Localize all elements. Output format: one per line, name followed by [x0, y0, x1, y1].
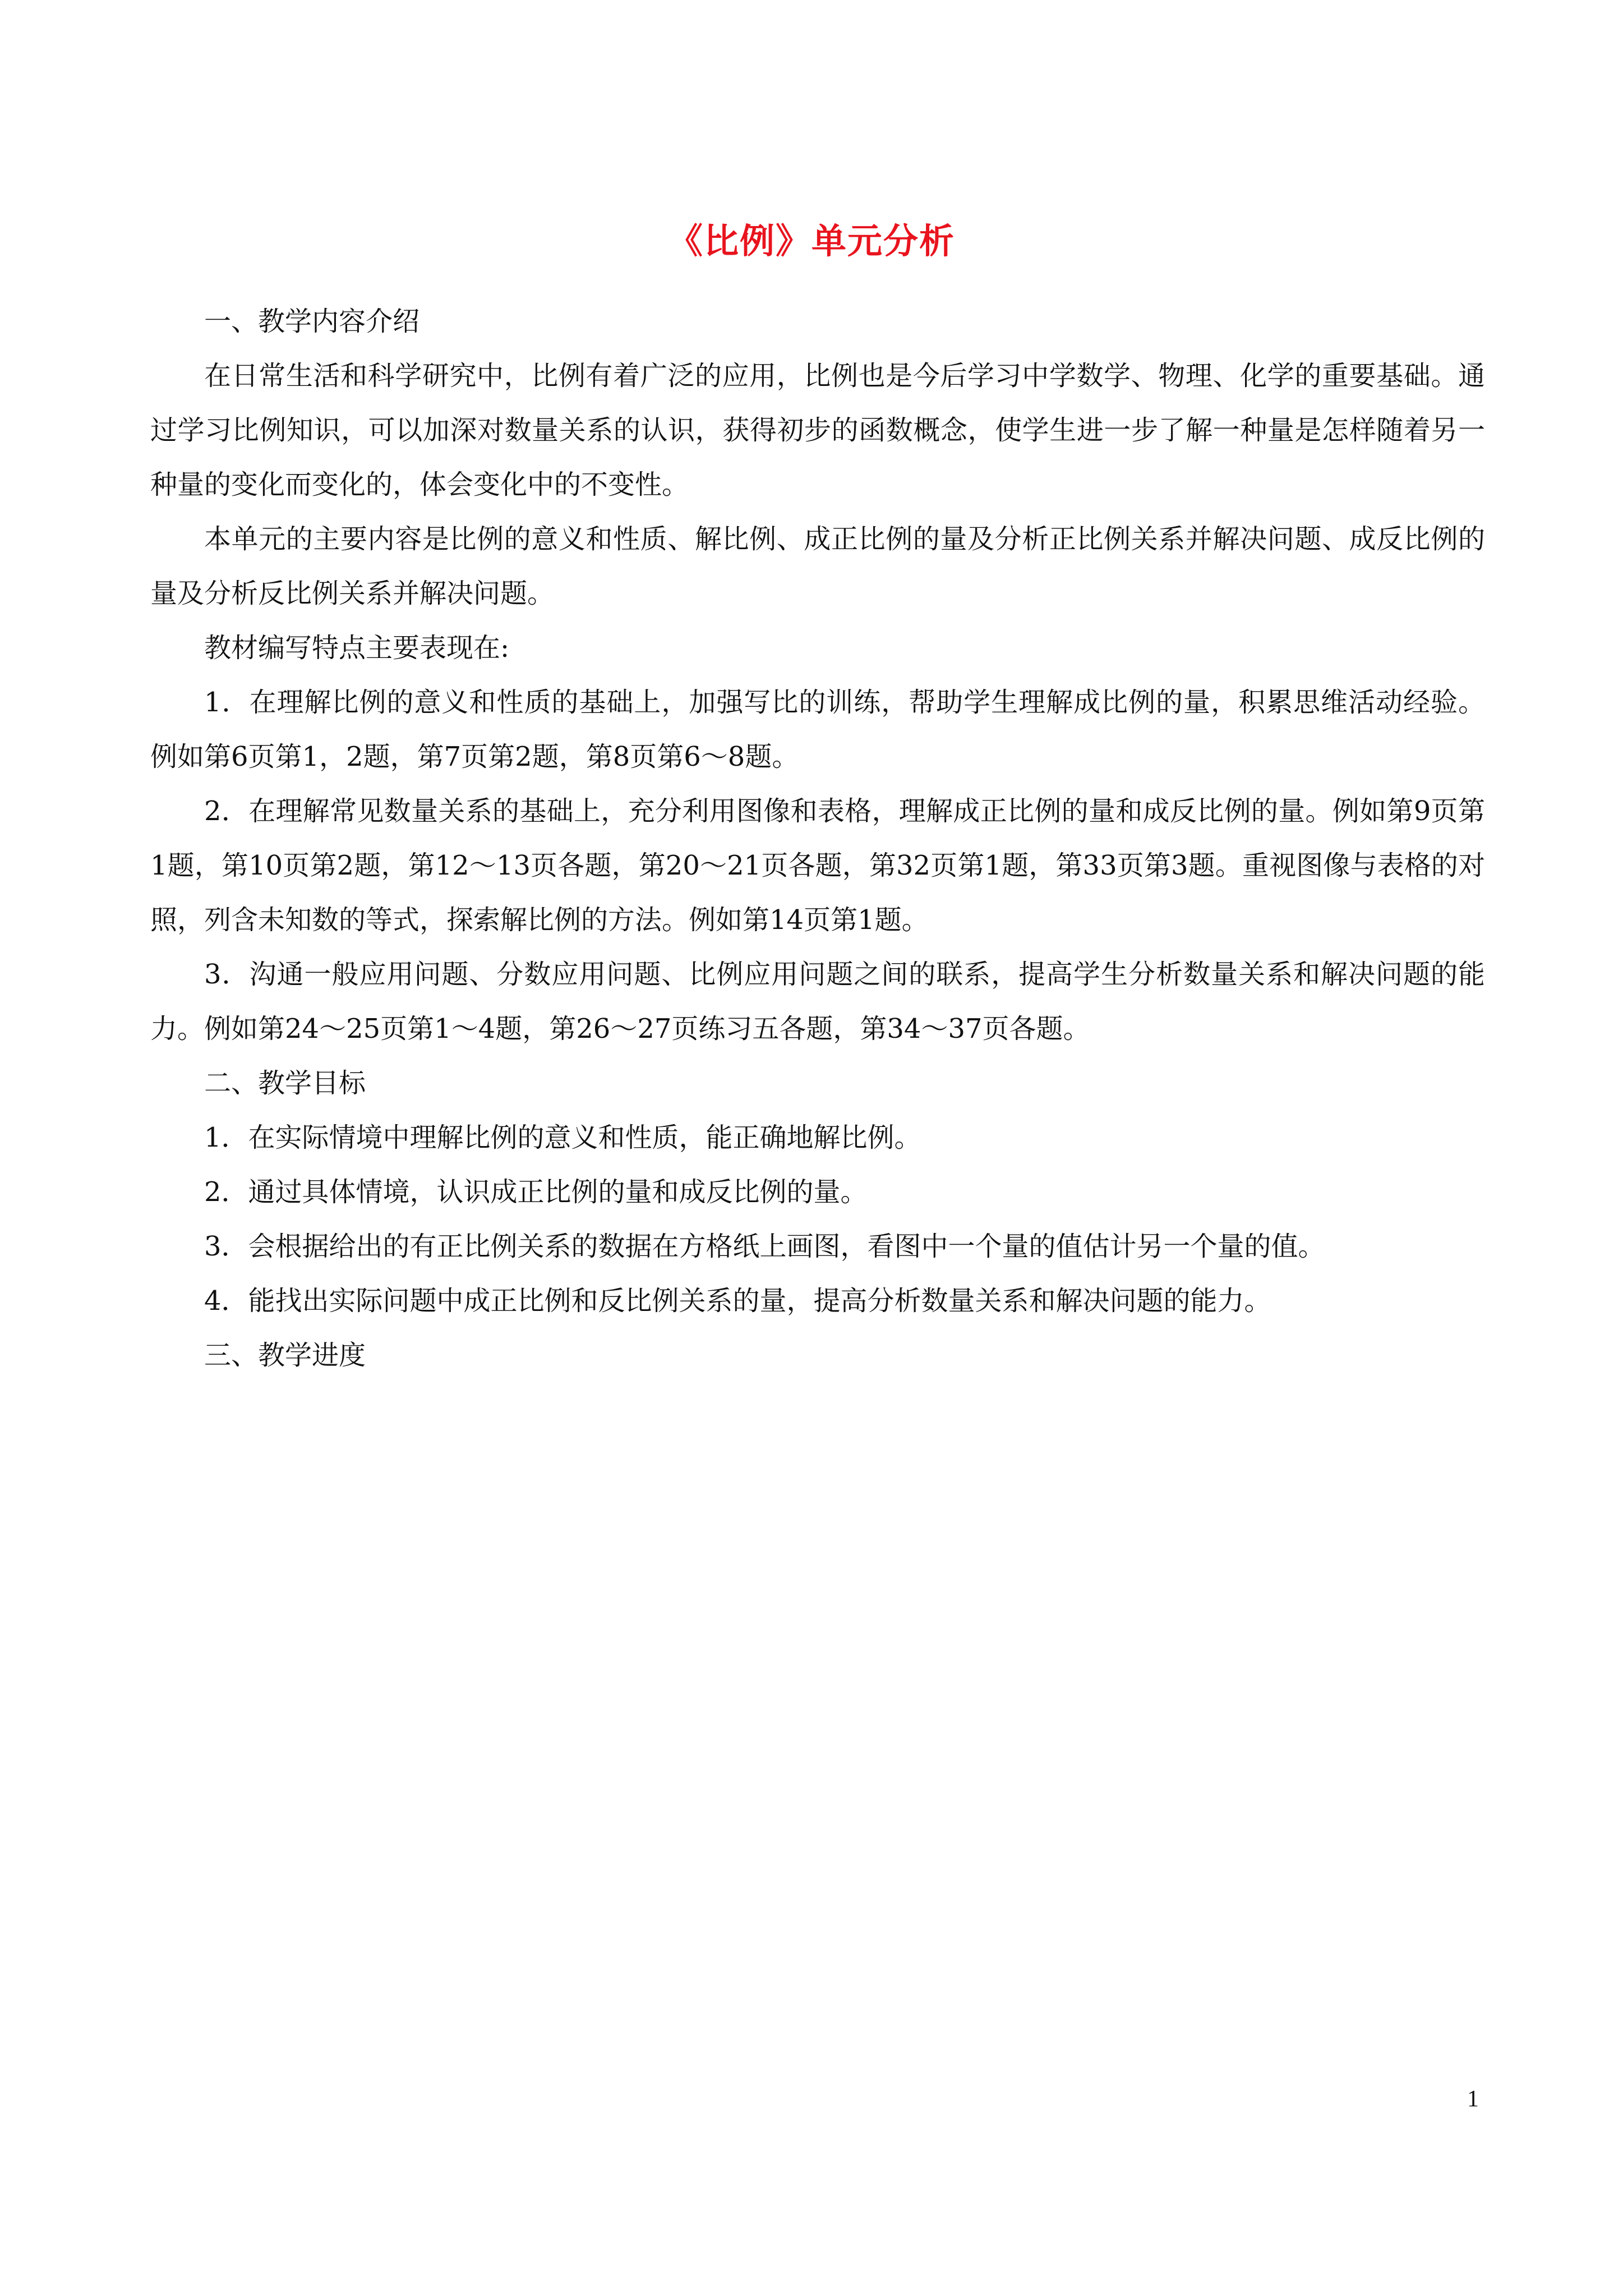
section-heading: 一、教学内容介绍	[204, 306, 420, 337]
numbered-item: 3．沟通一般应用问题、分数应用问题、比例应用问题之间的联系，提高学生分析数量关系和解决问题的能力。例如第24～25页第1～4题，第26～27页练习五各题，第34～37页各题。	[150, 959, 1485, 1045]
body-paragraph: 本单元的主要内容是比例的意义和性质、解比例、成正比例的量及分析正比例关系并解决问题、成反比例的量及分析反比例关系并解决问题。	[150, 523, 1485, 609]
body-paragraph: 在日常生活和科学研究中，比例有着广泛的应用，比例也是今后学习中学数学、物理、化学的重要基础。通过学习比例知识，可以加深对数量关系的认识，获得初步的函数概念，使学生进一步了解一种量是怎样随着另一种量的变化而变化的，体会变化中的不变性。	[150, 360, 1485, 500]
section-heading: 二、教学目标	[204, 1068, 366, 1099]
numbered-item: 2．通过具体情境，认识成正比例的量和成反比例的量。	[204, 1176, 868, 1208]
section-heading: 三、教学进度	[204, 1340, 366, 1371]
numbered-item: 3．会根据给出的有正比例关系的数据在方格纸上画图，看图中一个量的值估计另一个量的值。	[204, 1231, 1325, 1262]
numbered-item: 1．在理解比例的意义和性质的基础上，加强写比的训练，帮助学生理解成比例的量，积累思维活动经验。例如第6页第1，2题，第7页第2题，第8页第6～8题。	[150, 687, 1485, 772]
document-body	[150, 295, 1485, 1383]
numbered-item: 4．能找出实际问题中成正比例和反比例关系的量，提高分析数量关系和解决问题的能力。	[204, 1285, 1271, 1317]
numbered-item: 2．在理解常见数量关系的基础上，充分利用图像和表格，理解成正比例的量和成反比例的量。例如第9页第1题，第10页第2题，第12～13页各题，第20～21页各题，第32页第1题，第33页第3题。重视图像与表格的对照，列含未知数的等式，探索解比例的方法。例如第14页第1题。	[150, 795, 1485, 936]
document-title: 《比例》单元分析	[667, 220, 955, 261]
body-paragraph: 教材编写特点主要表现在:	[204, 632, 510, 664]
numbered-item: 1．在实际情境中理解比例的意义和性质，能正确地解比例。	[204, 1122, 921, 1153]
page-number: 1	[1467, 2086, 1479, 2112]
